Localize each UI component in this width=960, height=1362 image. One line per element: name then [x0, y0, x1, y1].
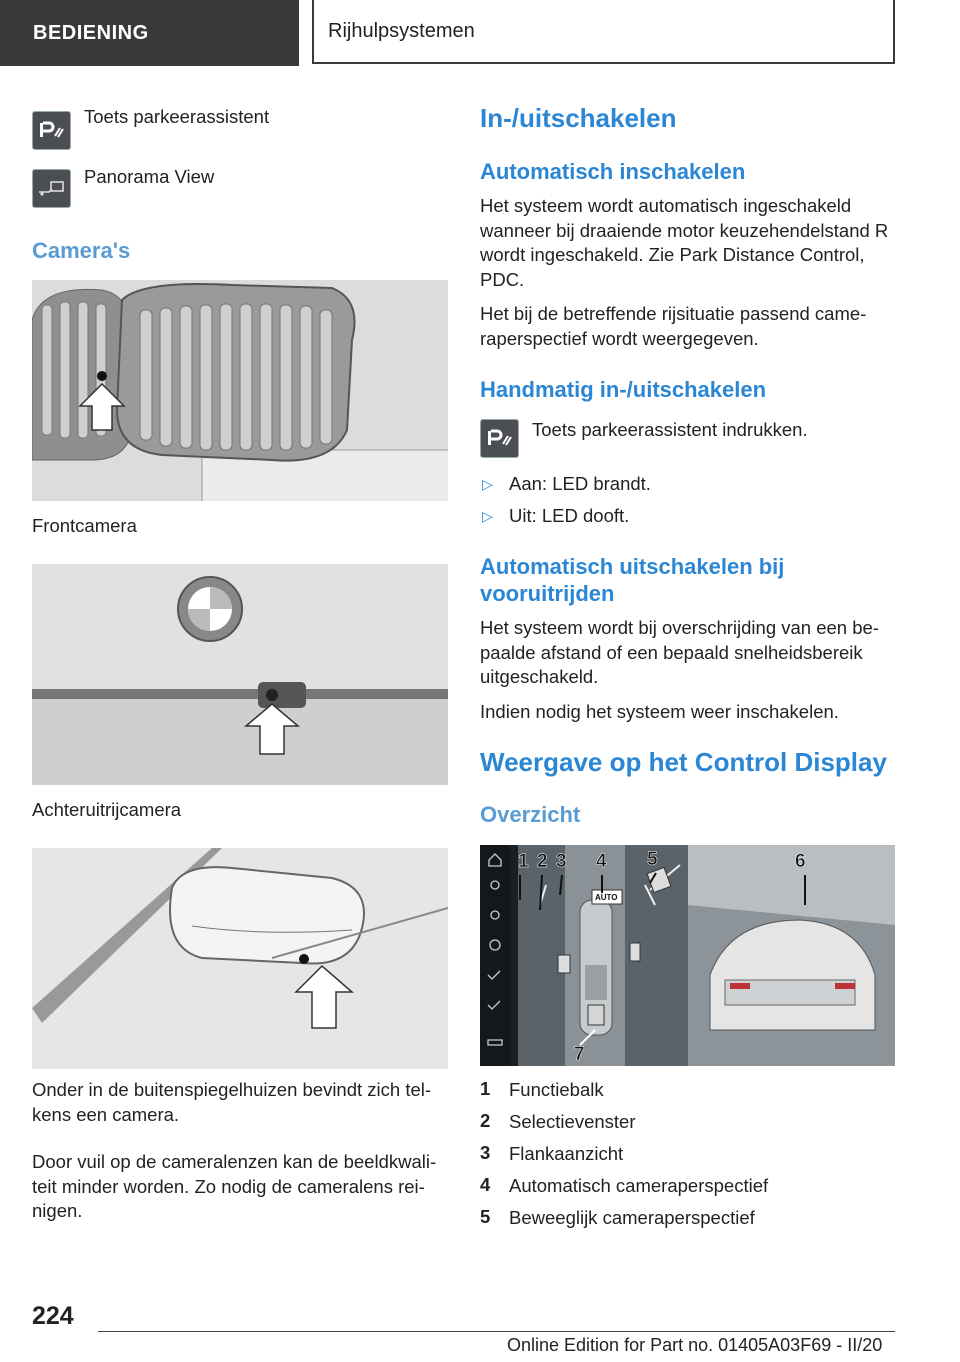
- manual-heading: Handmatig in-/uitschakelen: [480, 377, 767, 402]
- icon-label-panorama: Panorama View: [84, 166, 215, 187]
- auto-on-text: Het systeem wordt automatisch ingeschakeld wanneer bij draaiende motor keuzehendelstand R wordt ingeschakeld. Zie Park Distance Control, PDC.: [480, 195, 889, 290]
- callout-1: 1: [518, 851, 529, 872]
- callout-5: 5: [647, 849, 658, 870]
- cameras-heading: Camera's: [32, 238, 131, 263]
- edition-text: Online Edition for Part no. 01405A03F69 - II/20: [507, 1335, 883, 1355]
- park-assist-icon: [32, 111, 71, 150]
- legend-num: 2: [480, 1110, 491, 1131]
- legend-text: Functiebalk: [509, 1079, 604, 1100]
- chapter-title: Rijhulpsystemen: [328, 19, 475, 42]
- panorama-view-icon: [32, 169, 71, 208]
- display-heading: Weergave op het Control Display: [480, 747, 887, 777]
- page-number: 224: [32, 1302, 74, 1330]
- auto-off-text: Het systeem wordt bij overschrijding van een be-paalde afstand of een bepaald snelheidsbereik uitgeschakeld.: [480, 617, 879, 687]
- section-tab: [0, 0, 299, 66]
- legend-num: 1: [480, 1078, 491, 1099]
- callout-6: 6: [795, 851, 806, 872]
- callout-7: 7: [574, 1044, 585, 1065]
- front-camera-image: [32, 280, 448, 501]
- icon-label-park-assist: Toets parkeerassistent: [84, 106, 270, 127]
- bullet-on: Aan: LED brandt.: [509, 473, 651, 494]
- callout-4: 4: [596, 851, 607, 872]
- overview-heading: Overzicht: [480, 802, 581, 827]
- bullet-off: Uit: LED dooft.: [509, 505, 630, 526]
- legend-text: Selectievenster: [509, 1111, 636, 1132]
- auto-on-heading: Automatisch inschakelen: [480, 159, 746, 184]
- onoff-heading: In-/uitschakelen: [480, 103, 677, 133]
- footer-divider: [98, 1331, 895, 1332]
- reenable-text: Indien nodig het systeem weer inschakelen.: [480, 701, 839, 722]
- chapter-tab: [312, 0, 895, 64]
- mirror-camera-image: [32, 848, 448, 1069]
- caption-front-camera: Frontcamera: [32, 515, 137, 536]
- caption-rear-camera: Achteruitrijcamera: [32, 799, 182, 820]
- control-display-image: [480, 845, 895, 1066]
- legend-text: Flankaanzicht: [509, 1143, 624, 1164]
- perspective-text: Het bij de betreffende rijsituatie passend came-raperspectief wordt weergegeven.: [480, 303, 867, 349]
- park-assist-button-icon: [480, 419, 519, 458]
- lens-cleaning-text: Door vuil op de cameralenzen kan de beeldkwali-teit minder worden. Zo nodig de cameralens rei-nigen.: [32, 1151, 437, 1221]
- mirror-camera-text: Onder in de buitenspiegelhuizen bevindt zich tel-kens een camera.: [32, 1079, 432, 1125]
- bullet-icon: ▷: [482, 508, 493, 524]
- screen-auto-label: AUTO: [595, 893, 618, 902]
- callout-2: 2: [537, 851, 548, 872]
- legend-num: 3: [480, 1142, 491, 1163]
- callout-3: 3: [556, 851, 567, 872]
- legend-num: 5: [480, 1206, 491, 1227]
- manual-instruction: Toets parkeerassistent indrukken.: [532, 419, 808, 440]
- auto-off-heading: Automatisch uitschakelen bij vooruitrijden: [480, 554, 785, 606]
- bullet-icon: ▷: [482, 476, 493, 492]
- legend-text: Beweeglijk cameraperspectief: [509, 1207, 755, 1228]
- section-title: BEDIENING: [33, 21, 149, 44]
- legend-num: 4: [480, 1174, 491, 1195]
- legend-text: Automatisch cameraperspectief: [509, 1175, 769, 1196]
- rear-camera-image: [32, 564, 448, 785]
